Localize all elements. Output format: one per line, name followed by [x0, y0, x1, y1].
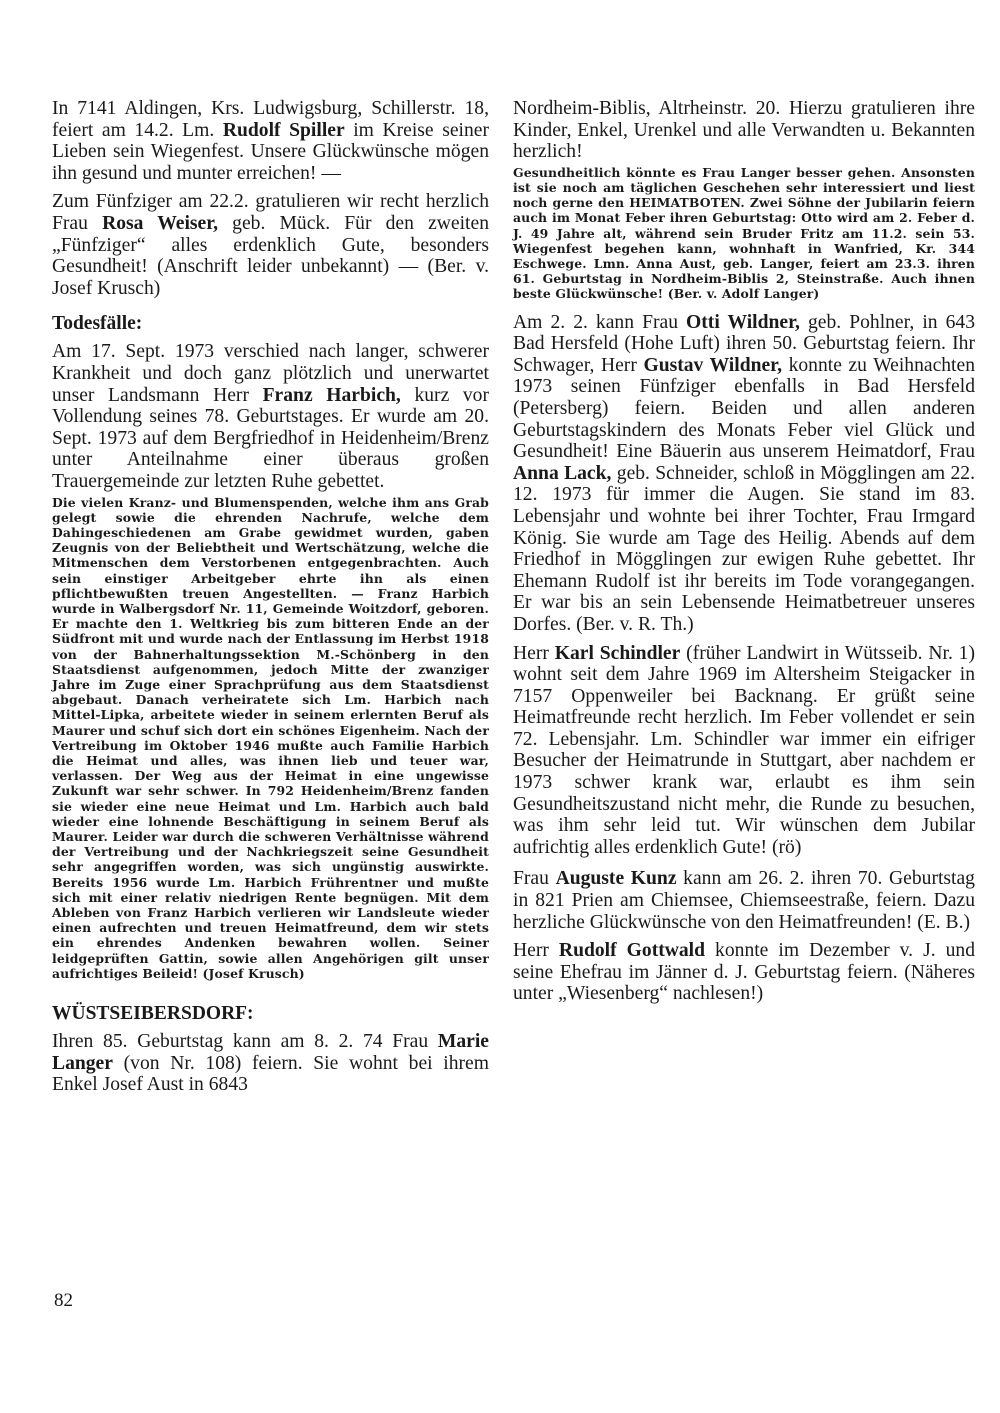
person-name: Marie Langer: [52, 1031, 489, 1074]
person-name: Auguste Kunz: [555, 868, 677, 890]
page-number: 82: [54, 1290, 73, 1311]
paragraph-langer-continued: Nordheim-Biblis, Altrheinstr. 20. Hierzu gratulieren ihre Kinder, Enkel, Urenkel und alle Verwandten u. Bekannten herzlich!: [513, 98, 975, 163]
person-name: Rosa Weiser,: [102, 212, 219, 234]
section-heading-wuestseibersdorf: WÜSTSEIBERSDORF:: [52, 1003, 254, 1024]
paragraph-rudolf-gottwald: Herr Rudolf Gottwald konnte im Dezember v. J. und seine Ehefrau im Jänner d. J. Geburtstag feiern. (Näheres unter „Wiesenberg“ nachlesen!): [513, 940, 975, 1005]
left-column: [52, 98, 489, 1096]
person-name: Karl Schindler: [554, 642, 681, 664]
person-name: Otti Wildner,: [686, 311, 800, 333]
person-name: Rudolf Spiller: [222, 119, 345, 141]
right-column: [513, 98, 975, 1005]
paragraph-langer-family: Gesundheitlich könnte es Frau Langer besser gehen. Ansonsten ist sie noch am täglichen Geschehen sehr interessiert und liest noch gerne den HEIMATBOTEN. Zwei Söhne der Jubilarin feiern auch im Monat Feber ihren Geburtstag: Otto wird am 2. Feber d. J. 49 Jahre alt, während sein Bruder Fritz am 11.2. sein 53. Wiegenfest begehen kann, wohnhaft in Wanfried, Kr. 344 Eschwege. Lmn. Anna Aust, geb. Langer, feiert am 23.3. ihren 61. Geburtstag in Nordheim-Biblis 2, Steinstraße. Auch ihnen beste Glückwünsche! (Ber. v. Adolf Langer): [513, 164, 975, 302]
paragraph-rudolf-spiller: In 7141 Aldingen, Krs. Ludwigsburg, Schillerstr. 18, feiert am 14.2. Lm. Rudolf Spiller im Kreise seiner Lieben sein Wiegenfest. Unsere Glückwünsche mögen ihn gesund und munter erreichen! —: [52, 98, 489, 184]
person-name: Anna Lack,: [513, 462, 612, 484]
paragraph-harbich-obituary: Die vielen Kranz- und Blumenspenden, welche ihm ans Grab gelegt sowie die ehrenden Nachrufe, welche dem Dahingeschiedenen am Grabe gewidmet wurden, gaben Zeugnis von der Beliebtheit und Wertschätzung, welche die Mitmenschen dem Verstorbenen entgegenbrachten. Auch sein einstiger Arbeitgeber ehrte ihn als einen pflichtbewußten treuen Angestellten. — Franz Harbich wurde in Walbergsdorf Nr. 11, Gemeinde Woitzdorf, geboren. Er machte den 1. Weltkrieg bis zum bitteren Ende an der Südfront mit und wurde nach der Entlassung im Herbst 1918 von der Bahnerhaltungssektion M.-Schönberg in den Staatsdienst aufgenommen, jedoch Mitte der zwanziger Jahre im Zuge einer Sprachprüfung aus dem Staatsdienst abgebaut. Danach verheiratete sich Lm. Harbich nach Mittel-Lipka, arbeitete wieder in seinem erlernten Beruf als Maurer und schuf sich dort ein schönes Eigenheim. Nach der Vertreibung im Oktober 1946 mußte auch Familie Harbich die Heimat und alles, was ihnen lieb und teuer war, verlassen. Der Weg aus der Heimat in eine ungewisse Zukunft war sehr schwer. In 792 Heidenheim/Brenz fanden sie wieder eine neue Heimat und Lm. Harbich auch bald wieder eine lohnende Beschäftigung in seinem Beruf als Maurer. Leider war durch die schweren Verhältnisse während der Vertreibung und der Nachkriegszeit seine Gesundheit sehr angegriffen worden, was sich ungünstig auswirkte. Bereits 1956 wurde Lm. Harbich Frührentner und mußte sich mit einer relativ niedrigen Rente begnügen. Mit dem Ableben von Franz Harbich verlieren wir Landsleute wieder einen aufrechten und treuen Heimatfreund, dem wir stets ein ehrendes Andenken bewahren wollen. Seiner leidgeprüften Gattin, sowie allen Angehörigen gilt unser aufrichtiges Beileid! (Josef Krusch): [52, 494, 489, 981]
person-name: Franz Harbich,: [262, 384, 401, 406]
paragraph-wildner-lack: Am 2. 2. kann Frau Otti Wildner, geb. Pohlner, in 643 Bad Hersfeld (Hohe Luft) ihren 50. Geburtstag feiern. Ihr Schwager, Herr Gustav Wildner, konnte zu Weihnachten 1973 seinen Fünfziger ebenfalls in Bad Hersfeld (Petersberg) feiern. Beiden und allen anderen Geburtstagskindern des Monats Feber viel Glück und Gesundheit! Eine Bäuerin aus unserem Heimatdorf, Frau Anna Lack, geb. Schneider, schloß in Mögglingen am 22. 12. 1973 für immer die Augen. Sie stand im 83. Lebensjahr und wohnte bei ihrer Tochter, Frau Irmgard König. Sie wurde am Tage des Heilig. Abends auf dem Friedhof in Mögglingen zur ewigen Ruhe gebettet. Ihr Ehemann Rudolf ist ihr bereits im Tode vorangegangen. Er war bis an sein Lebensende Heimatbetreuer unseres Dorfes. (Ber. v. R. Th.): [513, 311, 975, 635]
paragraph-marie-langer: Ihren 85. Geburtstag kann am 8. 2. 74 Frau Marie Langer (von Nr. 108) feiern. Sie wohnt bei ihrem Enkel Josef Aust in 6843: [52, 1031, 489, 1096]
person-name: Gustav Wildner,: [643, 354, 782, 376]
paragraph-auguste-kunz: Frau Auguste Kunz kann am 26. 2. ihren 70. Geburtstag in 821 Prien am Chiemsee, Chiemseestraße, feiern. Dazu herzliche Glückwünsche von den Heimatfreunden! (E. B.): [513, 868, 975, 933]
paragraph-karl-schindler: Herr Karl Schindler (früher Landwirt in Wütsseib. Nr. 1) wohnt seit dem Jahre 1969 im Altersheim Steigacker in 7157 Oppenweiler bei Backnang. Er grüßt seine Heimatfreunde recht herzlich. Im Feber vollendet er sein 72. Lebensjahr. Lm. Schindler war immer ein eifriger Besucher der Heimatrunde in Stuttgart, aber nachdem er 1973 schwer krank war, erlaubt es ihm sein Gesundheitszustand nicht mehr, die Runde zu besuchen, was ihm sehr leid tut. Wir wünschen dem Jubilar aufrichtig alles erdenklich Gute! (rö): [513, 642, 976, 858]
paragraph-rosa-weiser: Zum Fünfziger am 22.2. gratulieren wir recht herzlich Frau Rosa Weiser, geb. Mück. Für den zweiten „Fünfziger“ alles erdenklich Gute, besonders Gesundheit! (Anschrift leider unbekannt) — (Ber. v. Josef Krusch): [52, 191, 489, 299]
paragraph-franz-harbich: Am 17. Sept. 1973 verschied nach langer, schwerer Krankheit und doch ganz plötzlich und unerwartet unser Landsmann Herr Franz Harbich, kurz vor Vollendung seines 78. Geburtstages. Er wurde am 20. Sept. 1973 auf dem Bergfriedhof in Heidenheim/Brenz unter Anteilnahme einer überaus großen Trauergemeinde zur letzten Ruhe gebettet.: [52, 341, 490, 492]
person-name: Rudolf Gottwald: [558, 940, 706, 962]
section-heading-todesfaelle: Todesfälle:: [52, 313, 143, 335]
